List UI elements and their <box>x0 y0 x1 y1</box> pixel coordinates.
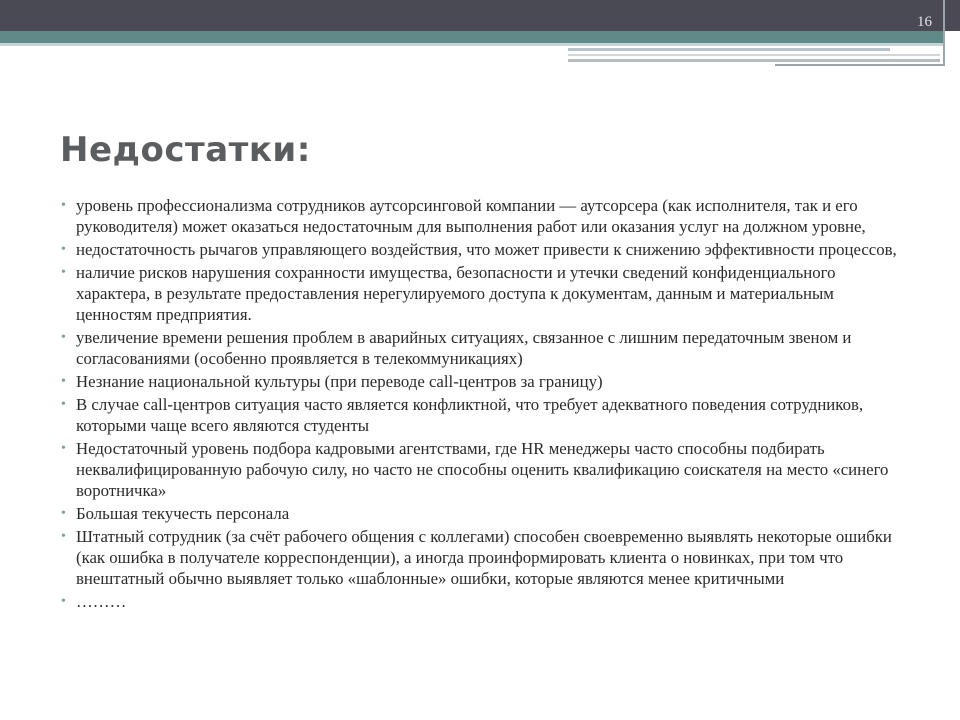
decorative-rule <box>568 48 890 51</box>
list-item <box>60 327 900 369</box>
list-item-text: увеличение времени решения проблем в аварийных ситуациях, связанное с лишним передаточным звеном и согласованиями (особенно проявляется в телекоммуникациях) <box>76 328 852 368</box>
list-item <box>60 591 900 612</box>
bullet-icon: • <box>61 265 66 280</box>
bullet-list <box>60 195 900 614</box>
bullet-icon: • <box>61 529 66 544</box>
list-item <box>60 262 900 325</box>
list-item <box>60 526 900 589</box>
decorative-rule <box>0 43 944 46</box>
decorative-rule <box>568 59 940 62</box>
list-item <box>60 503 900 524</box>
decorative-rule <box>775 64 943 66</box>
list-item-text: Штатный сотрудник (за счёт рабочего общения с коллегами) способен своевременно выявлять некоторые ошибки (как ошибка в получателе корреспонденции), а иногда проинформировать клиента о новинках, при том что внештатный обычно выявляет только «шаблонные» ошибки, которые являются менее критичными <box>76 527 892 588</box>
list-item-text: Большая текучесть персонала <box>76 504 290 523</box>
bullet-icon: • <box>61 374 66 389</box>
decorative-rule <box>568 54 940 56</box>
bullet-icon: • <box>61 242 66 257</box>
list-item <box>60 394 900 436</box>
header-band <box>0 0 960 31</box>
header-accent-stripe <box>0 31 944 43</box>
list-item <box>60 438 900 501</box>
list-item <box>60 371 900 392</box>
list-item-text: наличие рисков нарушения сохранности имущества, безопасности и утечки сведений конфиденциального характера, в результате предоставления нерегулируемого доступа к документам, данным и материальным ценностям предприятия. <box>76 263 836 324</box>
bullet-icon: • <box>61 441 66 456</box>
slide-title: Недостатки: <box>60 130 311 170</box>
slide-number: 16 <box>917 14 932 30</box>
decorative-vertical-line <box>943 0 945 66</box>
bullet-icon: • <box>61 397 66 412</box>
list-item-text: ……… <box>76 592 127 611</box>
bullet-icon: • <box>61 198 66 213</box>
list-item-text: Недостаточный уровень подбора кадровыми агентствами, где HR менеджеры часто способны подбирать неквалифицированную рабочую силу, но часто не способны оценить квалификацию соискателя на место «синего воротничка» <box>76 439 889 500</box>
bullet-icon: • <box>61 330 66 345</box>
list-item-text: Незнание национальной культуры (при переводе call-центров за границу) <box>76 372 603 391</box>
list-item <box>60 195 900 237</box>
bullet-icon: • <box>61 594 66 609</box>
list-item <box>60 239 900 260</box>
bullet-icon: • <box>61 506 66 521</box>
list-item-text: недостаточность рычагов управляющего воздействия, что может привести к снижению эффективности процессов, <box>76 240 897 259</box>
list-item-text: уровень профессионализма сотрудников аутсорсинговой компании — аутсорсера (как исполнителя, так и его руководителя) может оказаться недостаточным для выполнения работ или оказания услуг на должном уровне, <box>76 196 866 236</box>
list-item-text: В случае call-центров ситуация часто является конфликтной, что требует адекватного поведения сотрудников, которыми чаще всего являются студенты <box>76 395 864 435</box>
